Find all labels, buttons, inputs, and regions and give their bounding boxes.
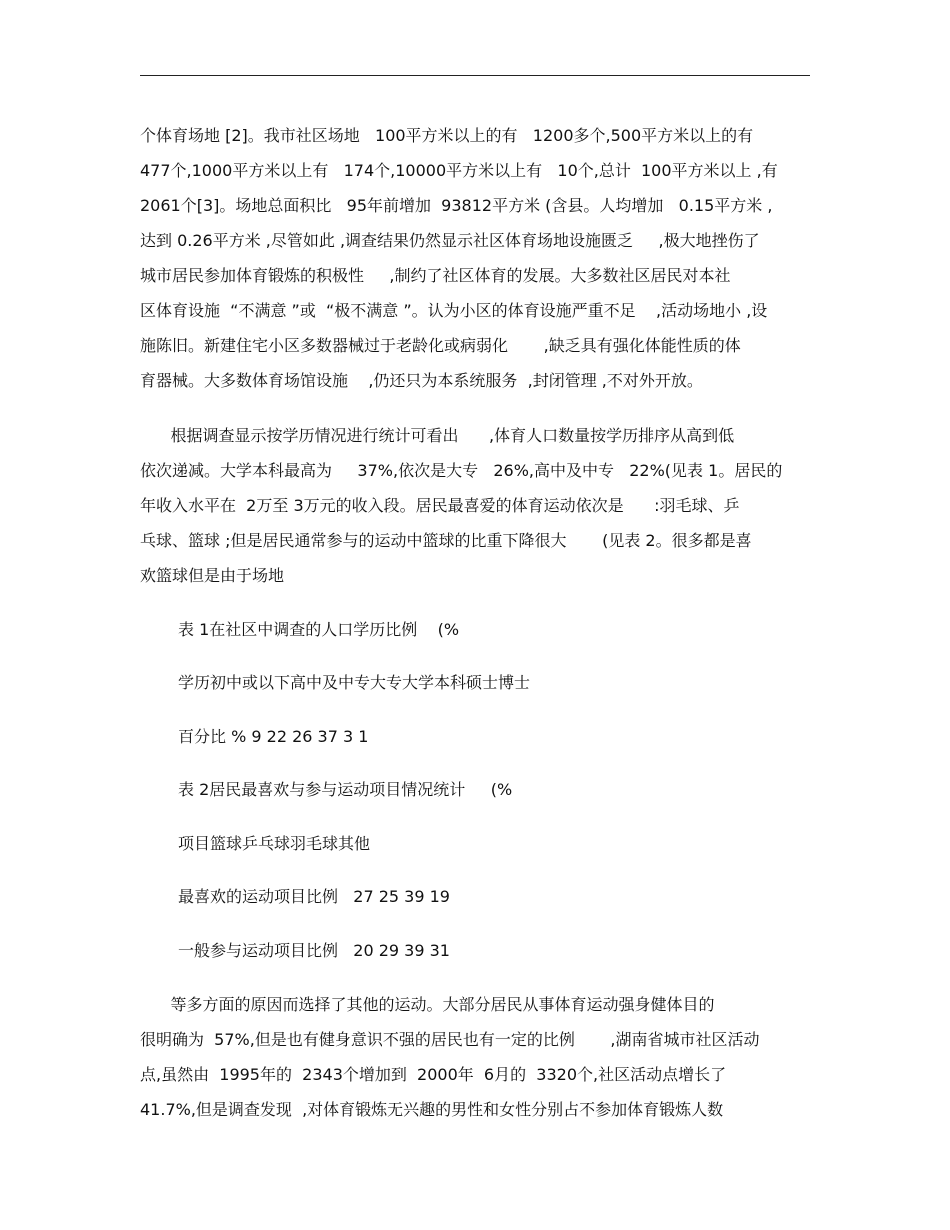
paragraph-line: 477个,1000平方米以上有 174个,10000平方米以上有 10个,总计 100平方米以上 ,有 [140,161,778,180]
header-rule [140,75,810,76]
paragraph-line: 区体育设施 “不满意 ”或 “极不满意 ”。认为小区的体育设施严重不足 ,活动场地小 ,设 [140,301,768,320]
table2-row: 最喜欢的运动项目比例 27 25 39 19 [178,887,450,906]
table2-caption: 表 2居民最喜欢与参与运动项目情况统计 (% [178,780,513,799]
paragraph-line: 乓球、篮球 ;但是居民通常参与的运动中篮球的比重下降很大 (见表 2。很多都是喜 [140,531,752,550]
paragraph-line: 年收入水平在 2万至 3万元的收入段。居民最喜爱的体育运动依次是 :羽毛球、乒 [140,496,740,515]
paragraph-line: 城市居民参加体育锻炼的积极性 ,制约了社区体育的发展。大多数社区居民对本社 [140,266,731,285]
paragraph-line: 欢篮球但是由于场地 [140,566,285,585]
paragraph-line: 根据调查显示按学历情况进行统计可看出 ,体育人口数量按学历排序从高到低 [140,426,735,445]
paragraph-line: 点,虽然由 1995年的 2343个增加到 2000年 6月的 3320个,社区活动点增长了 [140,1065,727,1084]
table1-header: 学历初中或以下高中及中专大专大学本科硕士博士 [178,673,531,692]
table2-header: 项目篮球乒乓球羽毛球其他 [178,834,371,853]
paragraph-line: 41.7%,但是调查发现 ,对体育锻炼无兴趣的男性和女性分别占不参加体育锻炼人数 [140,1100,724,1119]
table1-caption: 表 1在社区中调查的人口学历比例 (% [178,620,460,639]
table2-row: 一般参与运动项目比例 20 29 39 31 [178,941,450,960]
paragraph-line: 2061个[3]。场地总面积比 95年前增加 93812平方米 (含县。人均增加 0.15平方米 , [140,196,773,215]
paragraph-line: 育器械。大多数体育场馆设施 ,仍还只为本系统服务 ,封闭管理 ,不对外开放。 [140,371,703,390]
paragraph-line: 施陈旧。新建住宅小区多数器械过于老龄化或病弱化 ,缺乏具有强化体能性质的体 [140,336,741,355]
paragraph-line: 等多方面的原因而选择了其他的运动。大部分居民从事体育运动强身健体目的 [140,995,715,1014]
paragraph-line: 依次递减。大学本科最高为 37%,依次是大专 26%,高中及中专 22%(见表 1。居民的 [140,461,783,480]
paragraph-line: 达到 0.26平方米 ,尽管如此 ,调查结果仍然显示社区体育场地设施匮乏 ,极大地挫伤了 [140,231,760,250]
paragraph-line: 个体育场地 [2]。我市社区场地 100平方米以上的有 1200多个,500平方米以上的有 [140,126,754,145]
table1-row: 百分比 % 9 22 26 37 3 1 [178,727,369,746]
paragraph-line: 很明确为 57%,但是也有健身意识不强的居民也有一定的比例 ,湖南省城市社区活动 [140,1030,760,1049]
